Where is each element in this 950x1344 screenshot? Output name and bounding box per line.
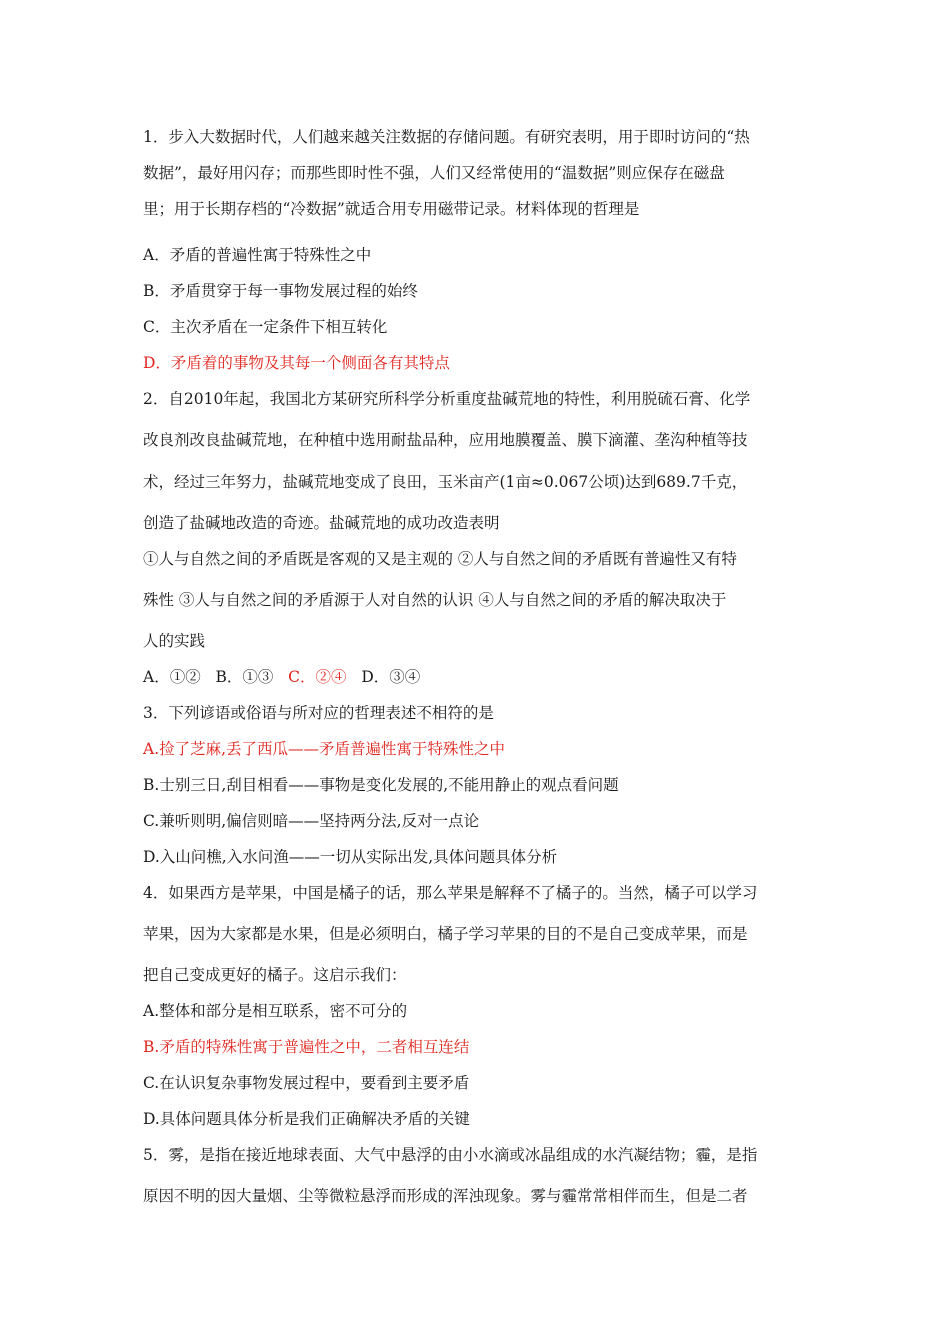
q5-stem-line-2: 原因不明的因大量烟、尘等微粒悬浮而形成的浑浊现象。雾与霾常常相伴而生，但是二者: [143, 1187, 748, 1205]
q2-statements-line-3: 人的实践: [143, 632, 206, 650]
q1-stem-line-1: 1．步入大数据时代，人们越来越关注数据的存储问题。有研究表明，用于即时访问的“热: [143, 128, 750, 146]
q3-option-c: C.兼听则明,偏信则暗——坚持两分法,反对一点论: [143, 812, 480, 830]
q4-stem-line-2: 苹果，因为大家都是水果，但是必须明白，橘子学习苹果的目的不是自己变成苹果，而是: [143, 925, 748, 943]
q2-option-b: B．①③: [215, 668, 274, 686]
q3-option-d: D.入山问樵,入水问渔——一切从实际出发,具体问题具体分析: [143, 848, 558, 866]
q4-option-b-answer: B.矛盾的特殊性寓于普遍性之中，二者相互连结: [143, 1038, 470, 1056]
q2-options: [143, 667, 420, 687]
q2-stem-line-1: 2．自2010年起，我国北方某研究所科学分析重度盐碱荒地的特性，利用脱硫石膏、化学: [143, 390, 751, 408]
q2-stem-line-4: 创造了盐碱地改造的奇迹。盐碱荒地的成功改造表明: [143, 514, 500, 532]
q1-option-d-answer: D．矛盾着的事物及其每一个侧面各有其特点: [143, 354, 450, 372]
q2-statements-line-2: 殊性 ③人与自然之间的矛盾源于人对自然的认识 ④人与自然之间的矛盾的解决取决于: [143, 591, 727, 609]
q4-stem-line-3: 把自己变成更好的橘子。这启示我们：: [143, 966, 407, 984]
q4-stem-line-1: 4．如果西方是苹果，中国是橘子的话，那么苹果是解释不了橘子的。当然，橘子可以学习: [143, 884, 758, 902]
q1-stem-line-3: 里；用于长期存档的“冷数据”就适合用专用磁带记录。材料体现的哲理是: [143, 200, 640, 218]
q2-stem-line-3: 术，经过三年努力，盐碱荒地变成了良田，玉米亩产(1亩≈0.067公顷)达到689.7千克，: [143, 473, 748, 491]
q4-option-c: C.在认识复杂事物发展过程中，要看到主要矛盾: [143, 1074, 470, 1092]
q1-option-a: A．矛盾的普遍性寓于特殊性之中: [143, 246, 372, 264]
q3-option-b: B.士别三日,刮目相看——事物是变化发展的,不能用静止的观点看问题: [143, 776, 619, 794]
q2-option-c-answer: C．②④: [288, 668, 347, 686]
q4-option-d: D.具体问题具体分析是我们正确解决矛盾的关键: [143, 1110, 470, 1128]
q3-option-a-answer: A.捡了芝麻,丢了西瓜——矛盾普遍性寓于特殊性之中: [143, 740, 506, 758]
q4-option-a: A.整体和部分是相互联系，密不可分的: [143, 1002, 408, 1020]
q1-stem-line-2: 数据”，最好用闪存；而那些即时性不强，人们又经常使用的“温数据”则应保存在磁盘: [143, 164, 725, 182]
q1-option-b: B．矛盾贯穿于每一事物发展过程的始终: [143, 282, 418, 300]
q1-option-c: C．主次矛盾在一定条件下相互转化: [143, 318, 388, 336]
q2-option-a: A．①②: [143, 668, 201, 686]
q2-statements-line-1: ①人与自然之间的矛盾既是客观的又是主观的 ②人与自然之间的矛盾既有普遍性又有特: [143, 550, 737, 568]
q2-stem-line-2: 改良剂改良盐碱荒地，在种植中选用耐盐品种，应用地膜覆盖、膜下滴灌、垄沟种植等技: [143, 431, 748, 449]
q5-stem-line-1: 5．雾，是指在接近地球表面、大气中悬浮的由小水滴或冰晶组成的水汽凝结物；霾，是指: [143, 1146, 758, 1164]
q3-stem: 3．下列谚语或俗语与所对应的哲理表述不相符的是: [143, 704, 494, 722]
q2-option-d: D．③④: [361, 668, 421, 686]
